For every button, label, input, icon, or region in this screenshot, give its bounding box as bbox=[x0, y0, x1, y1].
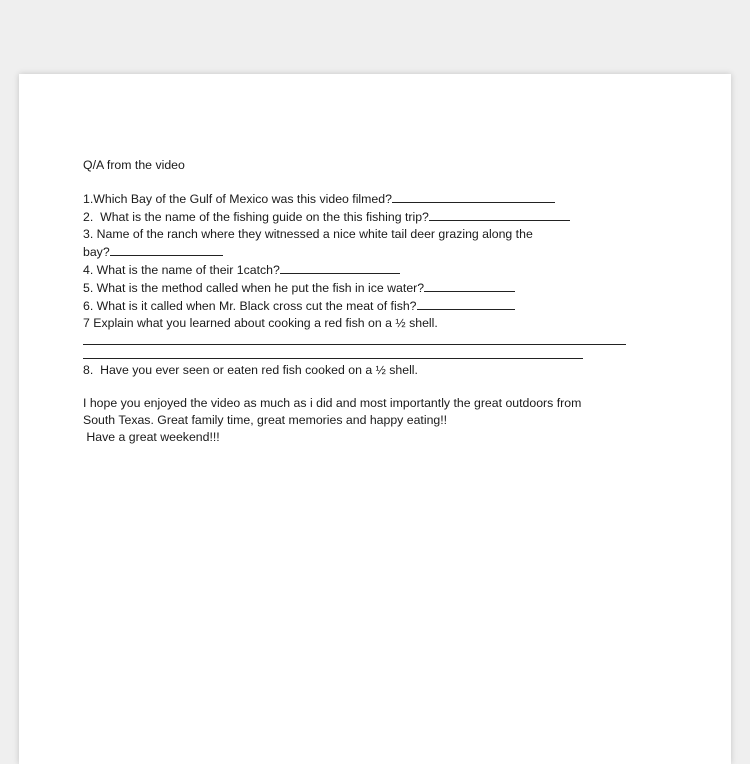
document-content bbox=[83, 157, 663, 446]
question-2 bbox=[83, 208, 663, 226]
question-1-text: 1.Which Bay of the Gulf of Mexico was this video filmed? bbox=[83, 192, 392, 206]
question-7-text: 7 Explain what you learned about cooking a red fish on a ½ shell. bbox=[83, 316, 438, 330]
signoff bbox=[83, 429, 663, 446]
answer-blank-1[interactable] bbox=[392, 190, 555, 203]
question-8-text: 8. Have you ever seen or eaten red fish cooked on a ½ shell. bbox=[83, 363, 418, 377]
answer-blank-5[interactable] bbox=[424, 279, 515, 292]
answer-blank-4[interactable] bbox=[280, 261, 400, 274]
question-4-text: 4. What is the name of their 1catch? bbox=[83, 263, 280, 277]
question-8 bbox=[83, 362, 663, 379]
question-4 bbox=[83, 261, 663, 279]
closing-line-2 bbox=[83, 412, 663, 429]
question-5 bbox=[83, 279, 663, 297]
question-6 bbox=[83, 297, 663, 315]
question-6-text: 6. What is it called when Mr. Black cross cut the meat of fish? bbox=[83, 299, 417, 313]
question-3 bbox=[83, 226, 663, 243]
closing-line-2-text: South Texas. Great family time, great memories and happy eating!! bbox=[83, 413, 448, 427]
question-5-text: 5. What is the method called when he put the fish in ice water? bbox=[83, 281, 425, 295]
question-3-cont bbox=[83, 243, 663, 261]
closing-line-1 bbox=[83, 395, 663, 412]
spacer bbox=[83, 379, 663, 395]
question-1 bbox=[83, 190, 663, 208]
question-2-text: 2. What is the name of the fishing guide on the this fishing trip? bbox=[83, 210, 429, 224]
answer-blank-6[interactable] bbox=[417, 297, 515, 310]
question-3-text: 3. Name of the ranch where they witnessed a nice white tail deer grazing along the bbox=[83, 227, 533, 241]
closing-line-1-text: I hope you enjoyed the video as much as i did and most importantly the great outdoors from bbox=[83, 396, 582, 410]
document-heading bbox=[83, 157, 663, 174]
answer-blank-3[interactable] bbox=[110, 243, 223, 256]
answer-blank-2[interactable] bbox=[429, 208, 570, 221]
spacer bbox=[83, 174, 663, 190]
signoff-text: Have a great weekend!!! bbox=[83, 430, 220, 444]
answer-line-7b[interactable] bbox=[83, 346, 583, 359]
answer-line-7a[interactable] bbox=[83, 332, 626, 345]
question-7 bbox=[83, 315, 663, 332]
heading-text: Q/A from the video bbox=[83, 158, 185, 172]
question-3-cont-text: bay? bbox=[83, 245, 110, 259]
